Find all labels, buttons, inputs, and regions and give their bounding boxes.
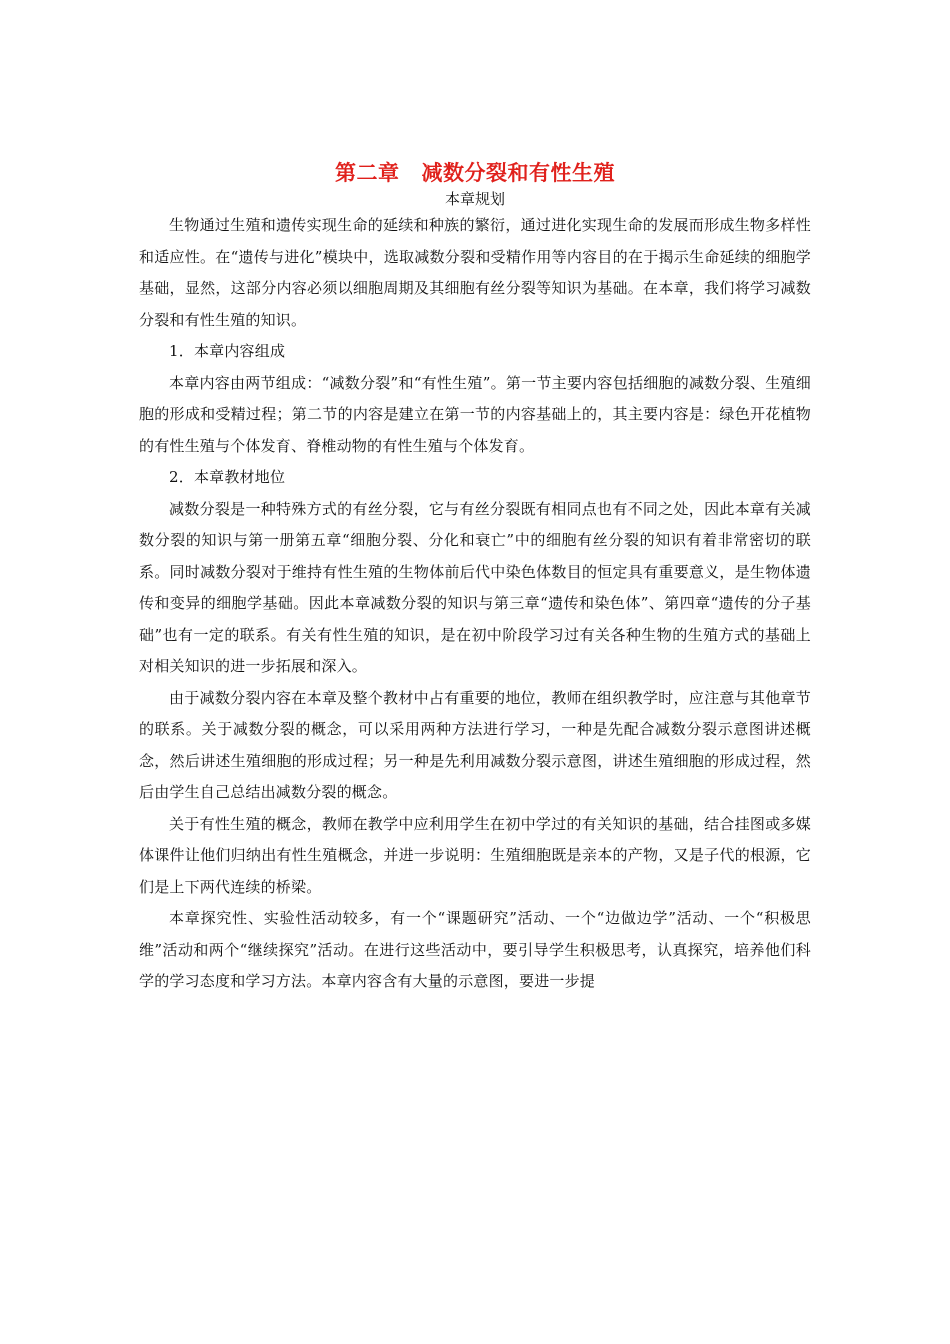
section-subtitle: 本章规划 (444, 190, 505, 208)
chapter-number: 第二章 (335, 160, 400, 185)
paragraph-intro: 生物通过生殖和遗传实现生命的延续和种族的繁衍，通过进化实现生命的发展而形成生物多样性和适应性。在“遗传与进化”模块中，选取减数分裂和受精作用等内容目的在于揭示生命延续的细胞学基础，显然，这部分内容必须以细胞周期及其细胞有丝分裂等知识为基础。在本章，我们将学习减数分裂和有性生殖的知识。 (139, 216, 811, 329)
chapter-name: 减数分裂和有性生殖 (421, 160, 615, 185)
heading-textbook-position: 2．本章教材地位 (169, 468, 286, 486)
heading-content-composition: 1．本章内容组成 (169, 342, 286, 360)
document-body (139, 158, 811, 998)
chapter-title (139, 158, 811, 188)
paragraph-sexual-reproduction: 关于有性生殖的概念，教师在教学中应利用学生在初中学过的有关知识的基础，结合挂图或多媒体课件让他们归纳出有性生殖概念，并进一步说明：生殖细胞既是亲本的产物，又是子代的根源，它们是上下两代连续的桥梁。 (139, 814, 811, 896)
paragraph-composition: 本章内容由两节组成：“减数分裂”和“有性生殖”。第一节主要内容包括细胞的减数分裂、生殖细胞的形成和受精过程；第二节的内容是建立在第一节的内容基础上的，其主要内容是：绿色开花植物的有性生殖与个体发育、脊椎动物的有性生殖与个体发育。 (139, 373, 811, 455)
paragraph-activities: 本章探究性、实验性活动较多，有一个“课题研究”活动、一个“边做边学”活动、一个“积极思维”活动和两个“继续探究”活动。在进行这些活动中，要引导学生积极思考，认真探究，培养他们科学的学习态度和学习方法。本章内容含有大量的示意图，要进一步提 (139, 909, 811, 990)
paragraph-meiosis-teaching: 由于减数分裂内容在本章及整个教材中占有重要的地位，教师在组织教学时，应注意与其他章节的联系。关于减数分裂的概念，可以采用两种方法进行学习，一种是先配合减数分裂示意图讲述概念，然后讲述生殖细胞的形成过程；另一种是先利用减数分裂示意图，讲述生殖细胞的形成过程，然后由学生自己总结出减数分裂的概念。 (139, 688, 811, 801)
paragraph-position: 减数分裂是一种特殊方式的有丝分裂，它与有丝分裂既有相同点也有不同之处，因此本章有关减数分裂的知识与第一册第五章“细胞分裂、分化和衰亡”中的细胞有丝分裂的知识有着非常密切的联系。同时减数分裂对于维持有性生殖的生物体前后代中染色体数目的恒定具有重要意义，是生物体遗传和变异的细胞学基础。因此本章减数分裂的知识与第三章“遗传和染色体”、第四章“遗传的分子基础”也有一定的联系。有关有性生殖的知识，是在初中阶段学习过有关各种生物的生殖方式的基础上对相关知识的进一步拓展和深入。 (139, 499, 811, 675)
